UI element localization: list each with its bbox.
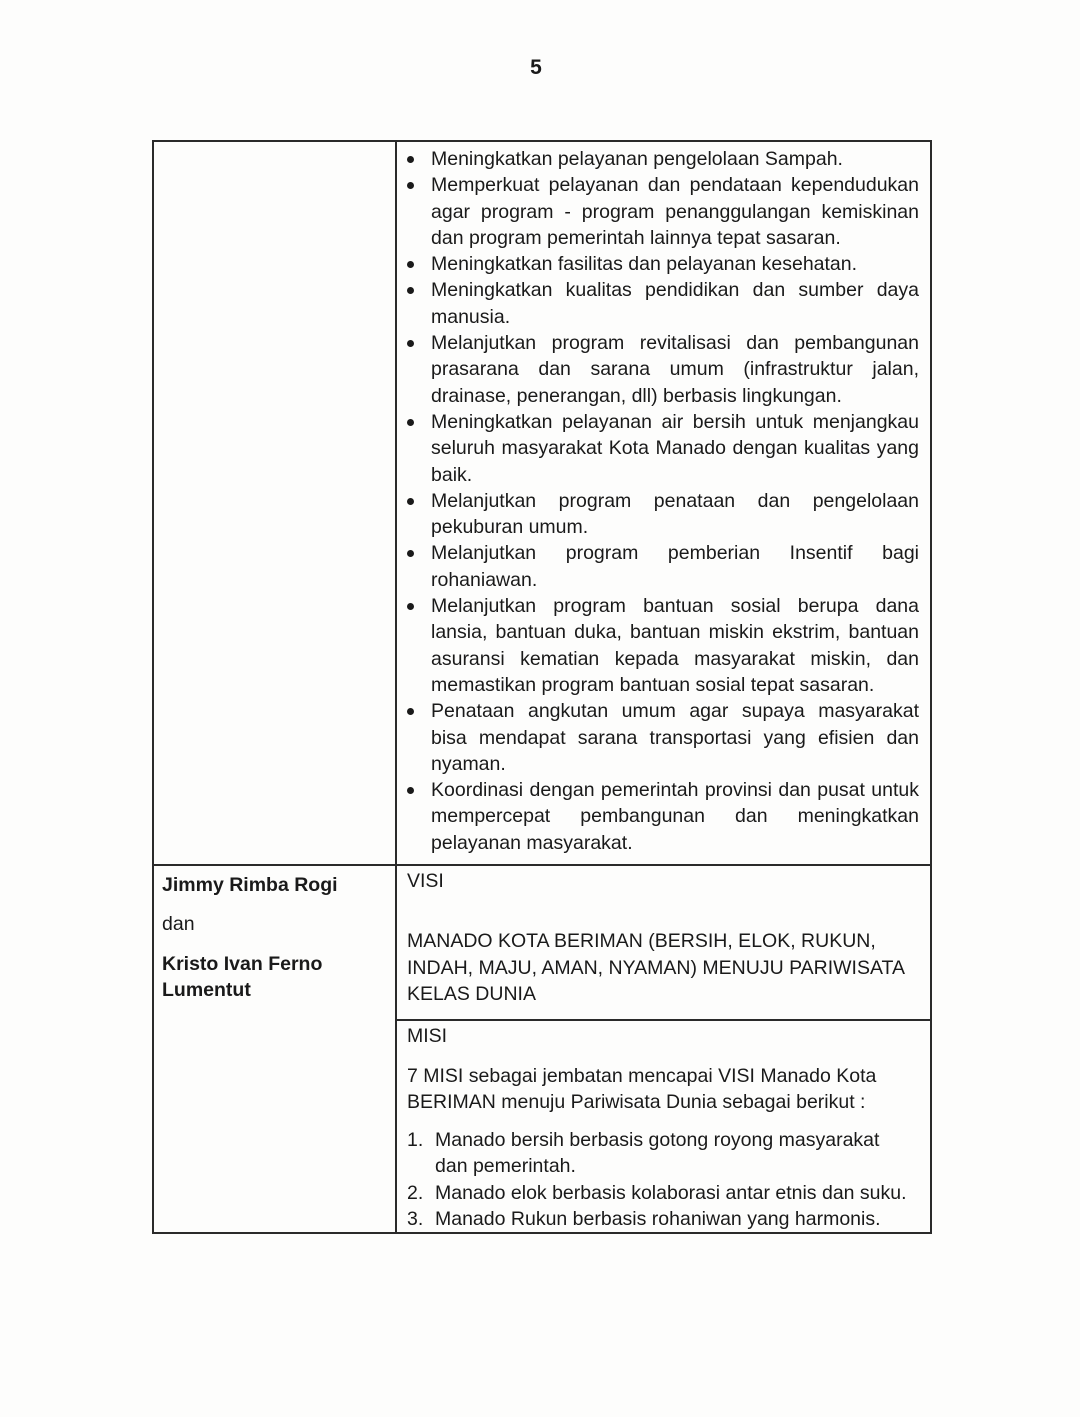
candidate-cell	[153, 865, 396, 1233]
mission-text: Manado Rukun berbasis rohaniwan yang harmonis.	[435, 1207, 881, 1230]
candidate-name-1: Jimmy Rimba Rogi	[162, 874, 338, 897]
mission-number: 1.	[407, 1129, 424, 1152]
page-number: 5	[530, 56, 542, 79]
list-item: Memperkuat pelayanan dan pendataan kependudukan agar program - program penanggulangan kemiskinan dan program pemerintah lainnya tepat sasaran.	[405, 172, 919, 251]
table-row	[153, 865, 931, 1020]
mission-list	[397, 1127, 930, 1232]
list-item	[407, 1206, 916, 1232]
list-item: Melanjutkan program revitalisasi dan pembangunan prasarana dan sarana umum (infrastruktur jalan, drainase, penerangan, dll) berbasis lingkungan.	[405, 330, 919, 409]
visi-text: MANADO KOTA BERIMAN (BERSIH, ELOK, RUKUN, INDAH, MAJU, AMAN, NYAMAN) MENUJU PARIWISATA KELAS DUNIA	[407, 930, 904, 1005]
program-cell	[396, 141, 931, 865]
program-table	[152, 140, 932, 1234]
list-item	[407, 1127, 916, 1180]
list-item: Meningkatkan fasilitas dan pelayanan kesehatan.	[405, 251, 919, 277]
mission-number: 2.	[407, 1181, 424, 1204]
list-item: Meningkatkan pelayanan pengelolaan Sampah.	[405, 146, 919, 172]
candidate-name-2: Kristo Ivan Ferno Lumentut	[162, 952, 323, 1001]
table-row	[153, 141, 931, 865]
list-item: Meningkatkan pelayanan air bersih untuk menjangkau seluruh masyarakat Kota Manado dengan kualitas yang baik.	[405, 409, 919, 488]
list-item	[407, 1180, 916, 1206]
list-item: Koordinasi dengan pemerintah provinsi dan pusat untuk mempercepat pembangunan dan meningkatkan pelayanan masyarakat.	[405, 777, 919, 856]
empty-candidate-cell	[153, 141, 396, 865]
mission-number: 3.	[407, 1207, 424, 1230]
list-item: Penataan angkutan umum agar supaya masyarakat bisa mendapat sarana transportasi yang efisien dan nyaman.	[405, 698, 919, 777]
list-item: Meningkatkan kualitas pendidikan dan sumber daya manusia.	[405, 277, 919, 330]
list-item: Melanjutkan program penataan dan pengelolaan pekuburan umum.	[405, 488, 919, 541]
program-list	[397, 142, 930, 864]
visi-cell	[396, 865, 931, 1020]
misi-label: MISI	[407, 1025, 448, 1048]
candidate-connector: dan	[162, 913, 195, 936]
visi-label: VISI	[407, 870, 444, 893]
mission-text: Manado bersih berbasis gotong royong masyarakat dan pemerintah.	[435, 1129, 880, 1178]
misi-cell	[396, 1020, 931, 1233]
list-item: Melanjutkan program pemberian Insentif bagi rohaniawan.	[405, 540, 919, 593]
misi-intro: 7 MISI sebagai jembatan mencapai VISI Manado Kota BERIMAN menuju Pariwisata Dunia sebagai berikut :	[407, 1064, 877, 1113]
mission-text: Manado elok berbasis kolaborasi antar etnis dan suku.	[435, 1181, 907, 1204]
list-item: Melanjutkan program bantuan sosial berupa dana lansia, bantuan duka, bantuan miskin ekstrim, bantuan asuransi kematian kepada masyarakat miskin, dan memastikan program bantuan sosial tepat sasaran.	[405, 593, 919, 698]
